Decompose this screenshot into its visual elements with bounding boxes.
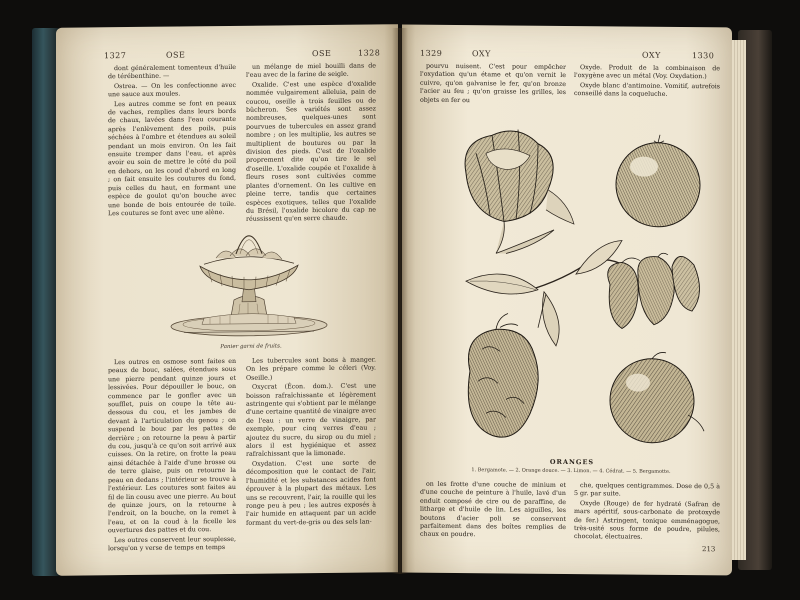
paragraph: Les tubercules sont bons à manger. On les prépare comme le céleri (Voy. Oseille.) — [246, 356, 376, 382]
paragraph: Les autres comme se font en peaux de vaches, remplies dans leurs bords de chaux, lavées dans l'eau courante après l'enlèvement des poils, puis séchées à l'ombre et étendues au soleil pendant un mois environ. On les fait ensuite tremper dans l'eau, et après avoir eu soin de mettre le côté du poil en dehors, on les coud d'abord en long ; on fait ensuite les coutures du fond, puis celles du haut, en formant une espèce de goulot qu'on bouche avec une bonde de bois entourée de toile. Les coutures se font avec une alène. — [108, 99, 236, 218]
paragraph: un mélange de miel bouilli dans de l'eau avec de la farine de seigle. — [246, 62, 376, 80]
running-head-word: OSE — [312, 48, 332, 59]
left-page — [56, 24, 398, 576]
fruit-bergamot-1 — [465, 129, 574, 254]
page-number: 213 — [702, 545, 716, 554]
text-column-left-bottom — [108, 358, 236, 559]
book-gutter — [392, 28, 408, 574]
running-head-word: OXY — [642, 50, 661, 60]
fruit-orange-2 — [616, 134, 700, 227]
paragraph: Ostrea. — On les confectionne avec une sauce aux moules. — [108, 81, 236, 99]
running-head-page-number: 1329 — [420, 48, 443, 58]
text-column-right-bottom — [574, 482, 720, 554]
running-head-word: OXY — [472, 49, 491, 59]
figure-caption: Panier garni de fruits. — [220, 343, 282, 351]
running-head-page-number: 1328 — [358, 48, 381, 58]
text-column-left-top — [420, 63, 566, 118]
text-column-right-top — [574, 64, 720, 119]
paragraph: Les outres conservent leur souplesse, lorsqu'on y verse de temps en temps — [108, 535, 236, 553]
fruit-cedrat-4 — [468, 313, 538, 437]
paragraph: Oxyde blanc d'antimoine. Vomitif, autrefois conseillé dans la coqueluche. — [574, 81, 720, 99]
fruit-limon-cluster-3 — [608, 253, 700, 329]
plate-title: ORANGES — [549, 457, 595, 467]
text-column-right-bottom — [246, 356, 376, 557]
paragraph: Oxydation. C'est une sorte de décomposition que le contact de l'air, l'humidité et les substances acides font éprouver à la plupart des métaux. Les uns se recouvrent, l'air, la rouille qui les ronge peu à peu ; les autres exposés à l'air humide en attaquent par un acide formant du vert-de-gris ou des sels lan- — [246, 459, 376, 527]
paragraph: Oxycrat (Écon. dom.). C'est une boisson rafraîchissante et légèrement astringente qui s'obtient par le mélange d'une certaine quantité de vinaigre avec de l'eau : un verre de vinaigre, par exemple, pour cinq verres d'eau ; ajoutez du sucre, du sirop ou du miel ; alors il est hygiénique et assez rafraîchissant que la limonade. — [246, 382, 376, 459]
paragraph: on les frotte d'une couche de minium et d'une couche de peinture à l'huile, lavé d'un enduit composé de cire ou de paraffine, de litharge et d'huile de lin. Les aiguilles, les boutons d'acier poli se conservent parfaitement dans des boîtes remplies de chaux en poudre. — [420, 480, 566, 539]
fruit-bergamot-5 — [610, 352, 704, 443]
paragraph: che, quelques centigrammes. Dose de 0,5 à 5 gr. par suite. — [574, 482, 720, 498]
paragraph: Oxyde. Produit de la combinaison de l'oxygène avec un métal (Voy. Oxydation.) — [574, 64, 720, 81]
running-head-word: OSE — [166, 50, 186, 60]
fruit-basket-engraving — [164, 213, 334, 343]
oranges-engraving-plate — [426, 113, 716, 458]
running-head-page-number: 1330 — [692, 51, 715, 61]
right-page — [402, 25, 732, 576]
paragraph: pourvu nuisent. C'est pour empêcher l'oxydation qu'un étame et qu'on vernit le cuivre, qu'on galvanise le fer, qu'on bronze l'acier au feu ; qu'on graisse les grilles, les objets en fer ou — [420, 62, 566, 104]
text-column-left-bottom — [420, 481, 566, 562]
paragraph: Oxalide. C'est une espèce d'oxalide nommée vulgairement alleluia, pain de coucou, oseille à trois feuilles ou de bûcheron. Ses variétés sont assez nombreuses, quelques-unes sont pourvues de tubercules en assez grand nombre ; on les multiplie, les autres se multiplient de boutures ou par la division des pieds. C'est de l'oxalide proprement dite qu'on tire le sel d'oseille. L'oxalide coupée et l'oxalide à fleurs roses sont cultivées comme plantes d'ornement. On les cultive en pleine terre, tandis que certaines espèces exotiques, telles que l'oxalide du Brésil, l'oxalide bicolore du cap ne réussissent qu'en serre chaude. — [246, 80, 376, 224]
plate-legend: 1. Bergamote. — 2. Orange douce. — 3. Limon. — 4. Cédrat. — 5. Bergamotte. — [471, 467, 671, 475]
text-column-left-top — [108, 64, 236, 217]
paragraph: Les outres en osmose sont faites en peaux de bouc, salées, étendues sous une pierre pendant quinze jours et lessivées. Pour dépouiller le bouc, on commence par le gonfler avec un soufflet, puis on coupe la tête au-dessous du cou, et les jambes de devant à l'articulation du genou ; on suspend le bouc par les pattes de derrière ; on retourne la peau à partir du cou, jusqu'à ce qu'on soit arrivé aux cuisses. On la retire, on frotte la peau ainsi détachée à l'aide d'une brosse ou de terre glaise, puis on retourne la peau en dedans ; l'intérieur se trouve à l'extérieur. Les coutures sont faites au fil de lin cousu avec une pierre. Au bout de quinze jours, on la retourne à l'endroit, on la bouche, on la remet à l'eau, et on la coud à la ficelle les ouvertures des pattes et du cou. — [108, 357, 236, 535]
paragraph: Oxyde (Rouge) de fer hydraté (Safran de mars apéritif, sous-carbonate de protoxyde de fer.) Astringent, tonique emménagogue, très-usité sous forme de poudre, pilules, chocolat, électuaires. — [574, 499, 720, 542]
running-head-page-number: 1327 — [104, 51, 127, 61]
paragraph: dont généralement tomenteux d'huile de térébenthine. — — [108, 63, 236, 81]
